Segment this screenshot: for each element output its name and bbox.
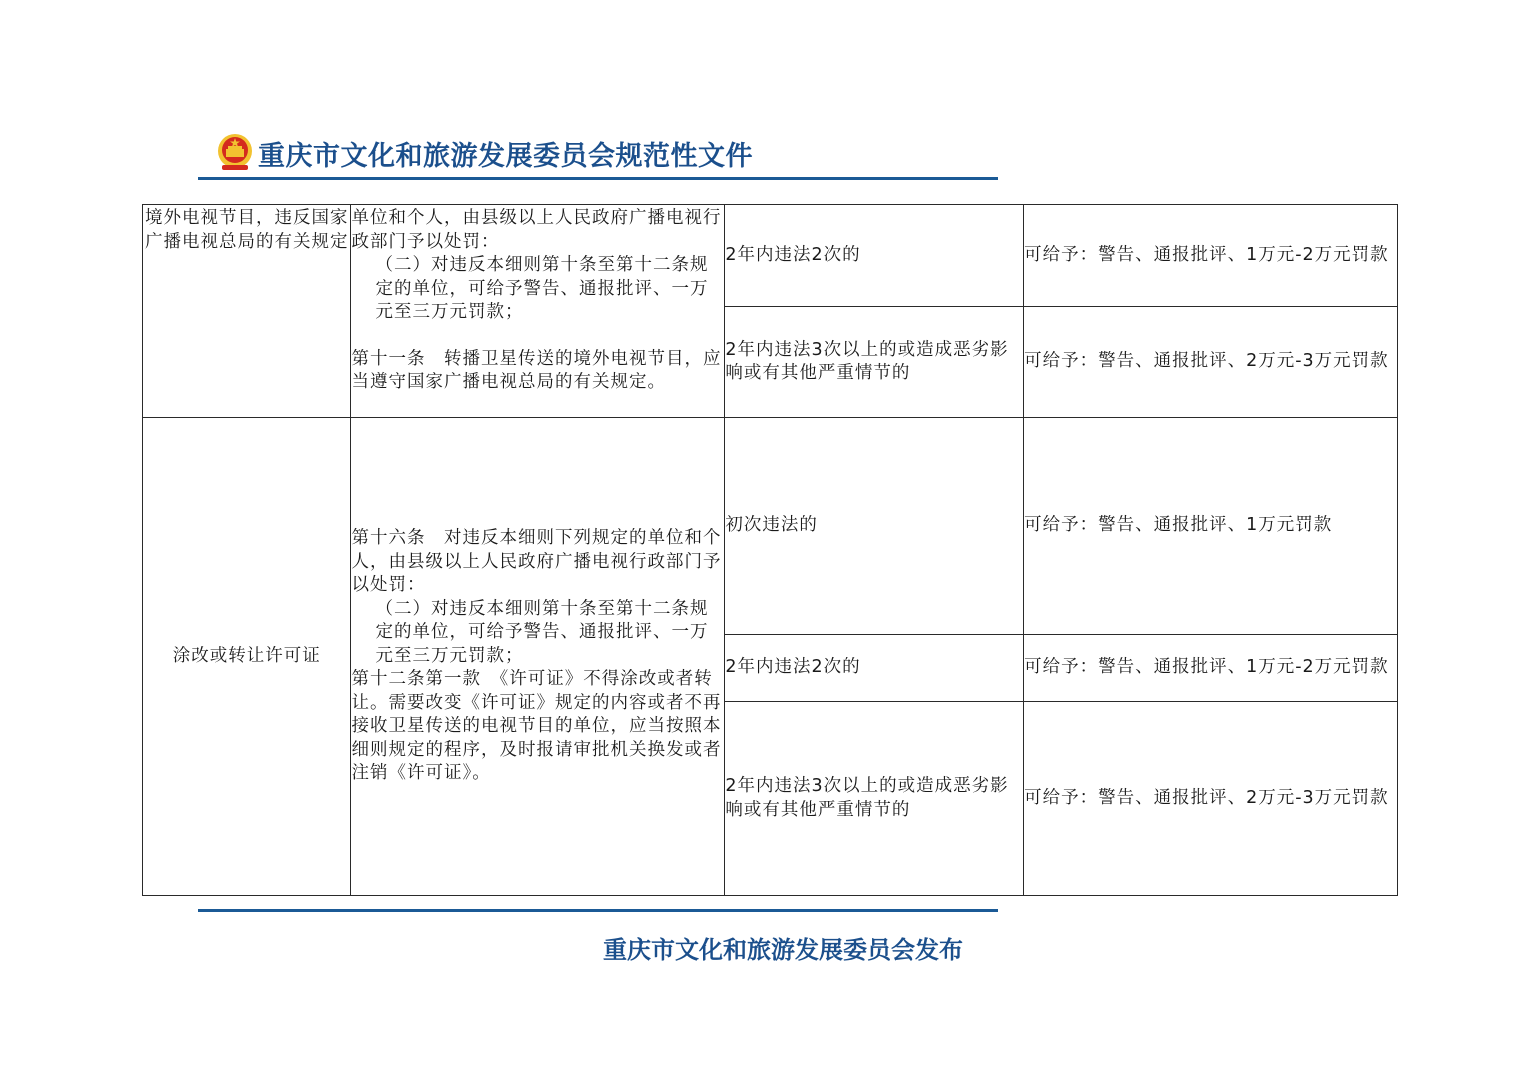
header-rule xyxy=(198,177,998,180)
condition-cell: 初次违法的 xyxy=(725,418,1024,635)
table-row xyxy=(143,205,1398,307)
penalty-cell: 可给予：警告、通报批评、1万元罚款 xyxy=(1024,418,1398,635)
condition-cell: 2年内违法2次的 xyxy=(725,205,1024,307)
legal-basis-text: 第十一条 转播卫星传送的境外电视节目，应当遵守国家广播电视总局的有关规定。 xyxy=(351,348,722,392)
legal-basis-cell xyxy=(351,418,725,896)
table-row xyxy=(143,418,1398,635)
condition-cell: 2年内违法3次以上的或造成恶劣影响或有其他严重情节的 xyxy=(725,307,1024,418)
condition-cell: 2年内违法3次以上的或造成恶劣影响或有其他严重情节的 xyxy=(725,702,1024,896)
publisher-footer: 重庆市文化和旅游发展委员会发布 xyxy=(603,935,963,964)
legal-basis-text: （二）对违反本细则第十条至第十二条规定的单位，可给予警告、通报批评、一万元至三万元罚款； xyxy=(375,598,709,666)
national-emblem-icon xyxy=(216,132,254,172)
penalty-cell: 可给予：警告、通报批评、1万元-2万元罚款 xyxy=(1024,205,1398,307)
legal-basis-cell xyxy=(351,205,725,418)
legal-basis-text: 第十六条 对违反本细则下列规定的单位和个人，由县级以上人民政府广播电视行政部门予以处罚： xyxy=(351,528,722,596)
document-header-title: 重庆市文化和旅游发展委员会规范性文件 xyxy=(258,141,753,172)
violation-cell: 境外电视节目，违反国家广播电视总局的有关规定 xyxy=(143,205,351,418)
violation-cell: 涂改或转让许可证 xyxy=(143,418,351,896)
legal-basis-text: （二）对违反本细则第十条至第十二条规定的单位，可给予警告、通报批评、一万元至三万元罚款； xyxy=(375,255,709,322)
condition-cell: 2年内违法2次的 xyxy=(725,635,1024,702)
penalty-cell: 可给予：警告、通报批评、2万元-3万元罚款 xyxy=(1024,702,1398,896)
footer-rule xyxy=(198,909,998,912)
penalty-cell: 可给予：警告、通报批评、1万元-2万元罚款 xyxy=(1024,635,1398,702)
legal-basis-text: 单位和个人，由县级以上人民政府广播电视行政部门予以处罚： xyxy=(351,208,722,252)
legal-basis-text: 第十二条第一款 《许可证》不得涂改或者转让。需要改变《许可证》规定的内容或者不再接收卫星传送的电视节目的单位，应当按照本细则规定的程序，及时报请审批机关换发或者注销《许可证》。 xyxy=(351,669,722,784)
penalty-table xyxy=(142,204,1398,896)
penalty-cell: 可给予：警告、通报批评、2万元-3万元罚款 xyxy=(1024,307,1398,418)
